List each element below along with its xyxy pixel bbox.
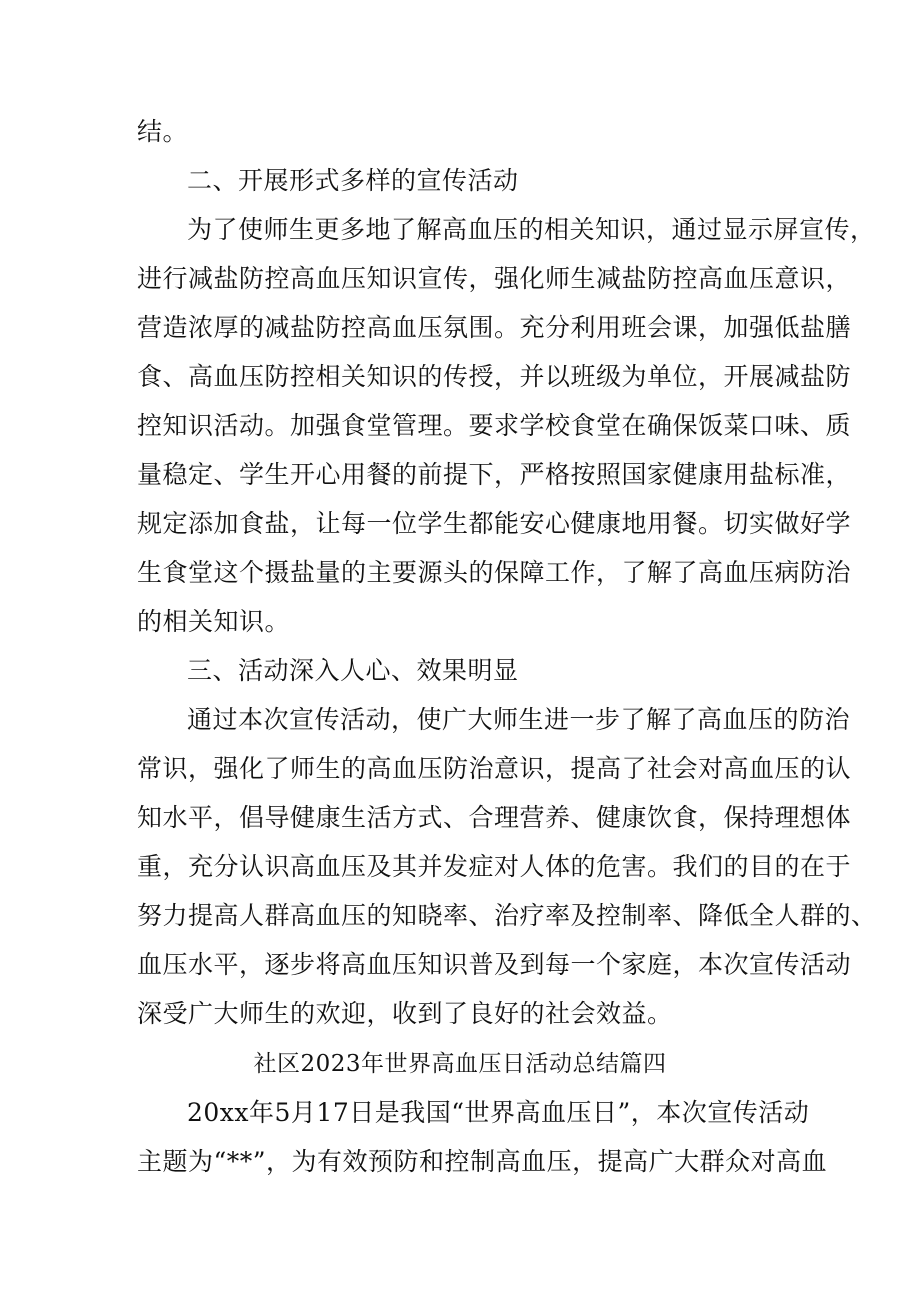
- paragraph-line: 主题为“**”，为有效预防和控制高血压，提高广大群众对高血: [137, 1147, 828, 1176]
- paragraph-line: 规定添加食盐，让每一位学生都能安心健康地用餐。切实做好学: [137, 509, 852, 538]
- paragraph-line: 为了使师生更多地了解高血压的相关知识，通过显示屏宣传，: [187, 215, 876, 244]
- paragraph-line: 血压水平，逐步将高血压知识普及到每一个家庭，本次宣传活动: [137, 950, 852, 979]
- paragraph-line: 生食堂这个摄盐量的主要源头的保障工作，了解了高血压病防治: [137, 558, 852, 587]
- paragraph-line: 控知识活动。加强食堂管理。要求学校食堂在确保饭菜口味、质: [137, 411, 852, 440]
- paragraph-line: 营造浓厚的减盐防控高血压氛围。充分利用班会课，加强低盐膳: [137, 313, 852, 342]
- section-heading: 三、活动深入人心、效果明显: [187, 656, 519, 685]
- paragraph-line: 通过本次宣传活动，使广大师生进一步了解了高血压的防治: [187, 705, 851, 734]
- paragraph-line: 20xx年5月17日是我国“世界高血压日”，本次宣传活动: [187, 1098, 810, 1127]
- paragraph-line: 食、高血压防控相关知识的传授，并以班级为单位，开展减盐防: [137, 362, 852, 391]
- paragraph-line: 进行减盐防控高血压知识宣传，强化师生减盐防控高血压意识，: [137, 264, 852, 293]
- paragraph-line: 深受广大师生的欢迎，收到了良好的社会效益。: [137, 999, 673, 1028]
- paragraph-line: 量稳定、学生开心用餐的前提下，严格按照国家健康用盐标准，: [137, 460, 852, 489]
- paragraph-line: 结。: [137, 117, 189, 146]
- paragraph-line: 常识，强化了师生的高血压防治意识，提高了社会对高血压的认: [137, 754, 852, 783]
- section-heading: 二、开展形式多样的宣传活动: [187, 166, 519, 195]
- paragraph-line: 努力提高人群高血压的知晓率、治疗率及控制率、降低全人群的、: [137, 901, 877, 930]
- article-title: 社区2023年世界高血压日活动总结篇四: [253, 1051, 667, 1077]
- paragraph-line: 知水平，倡导健康生活方式、合理营养、健康饮食，保持理想体: [137, 803, 852, 832]
- paragraph-line: 的相关知识。: [137, 607, 291, 636]
- paragraph-line: 重，充分认识高血压及其并发症对人体的危害。我们的目的在于: [137, 852, 852, 881]
